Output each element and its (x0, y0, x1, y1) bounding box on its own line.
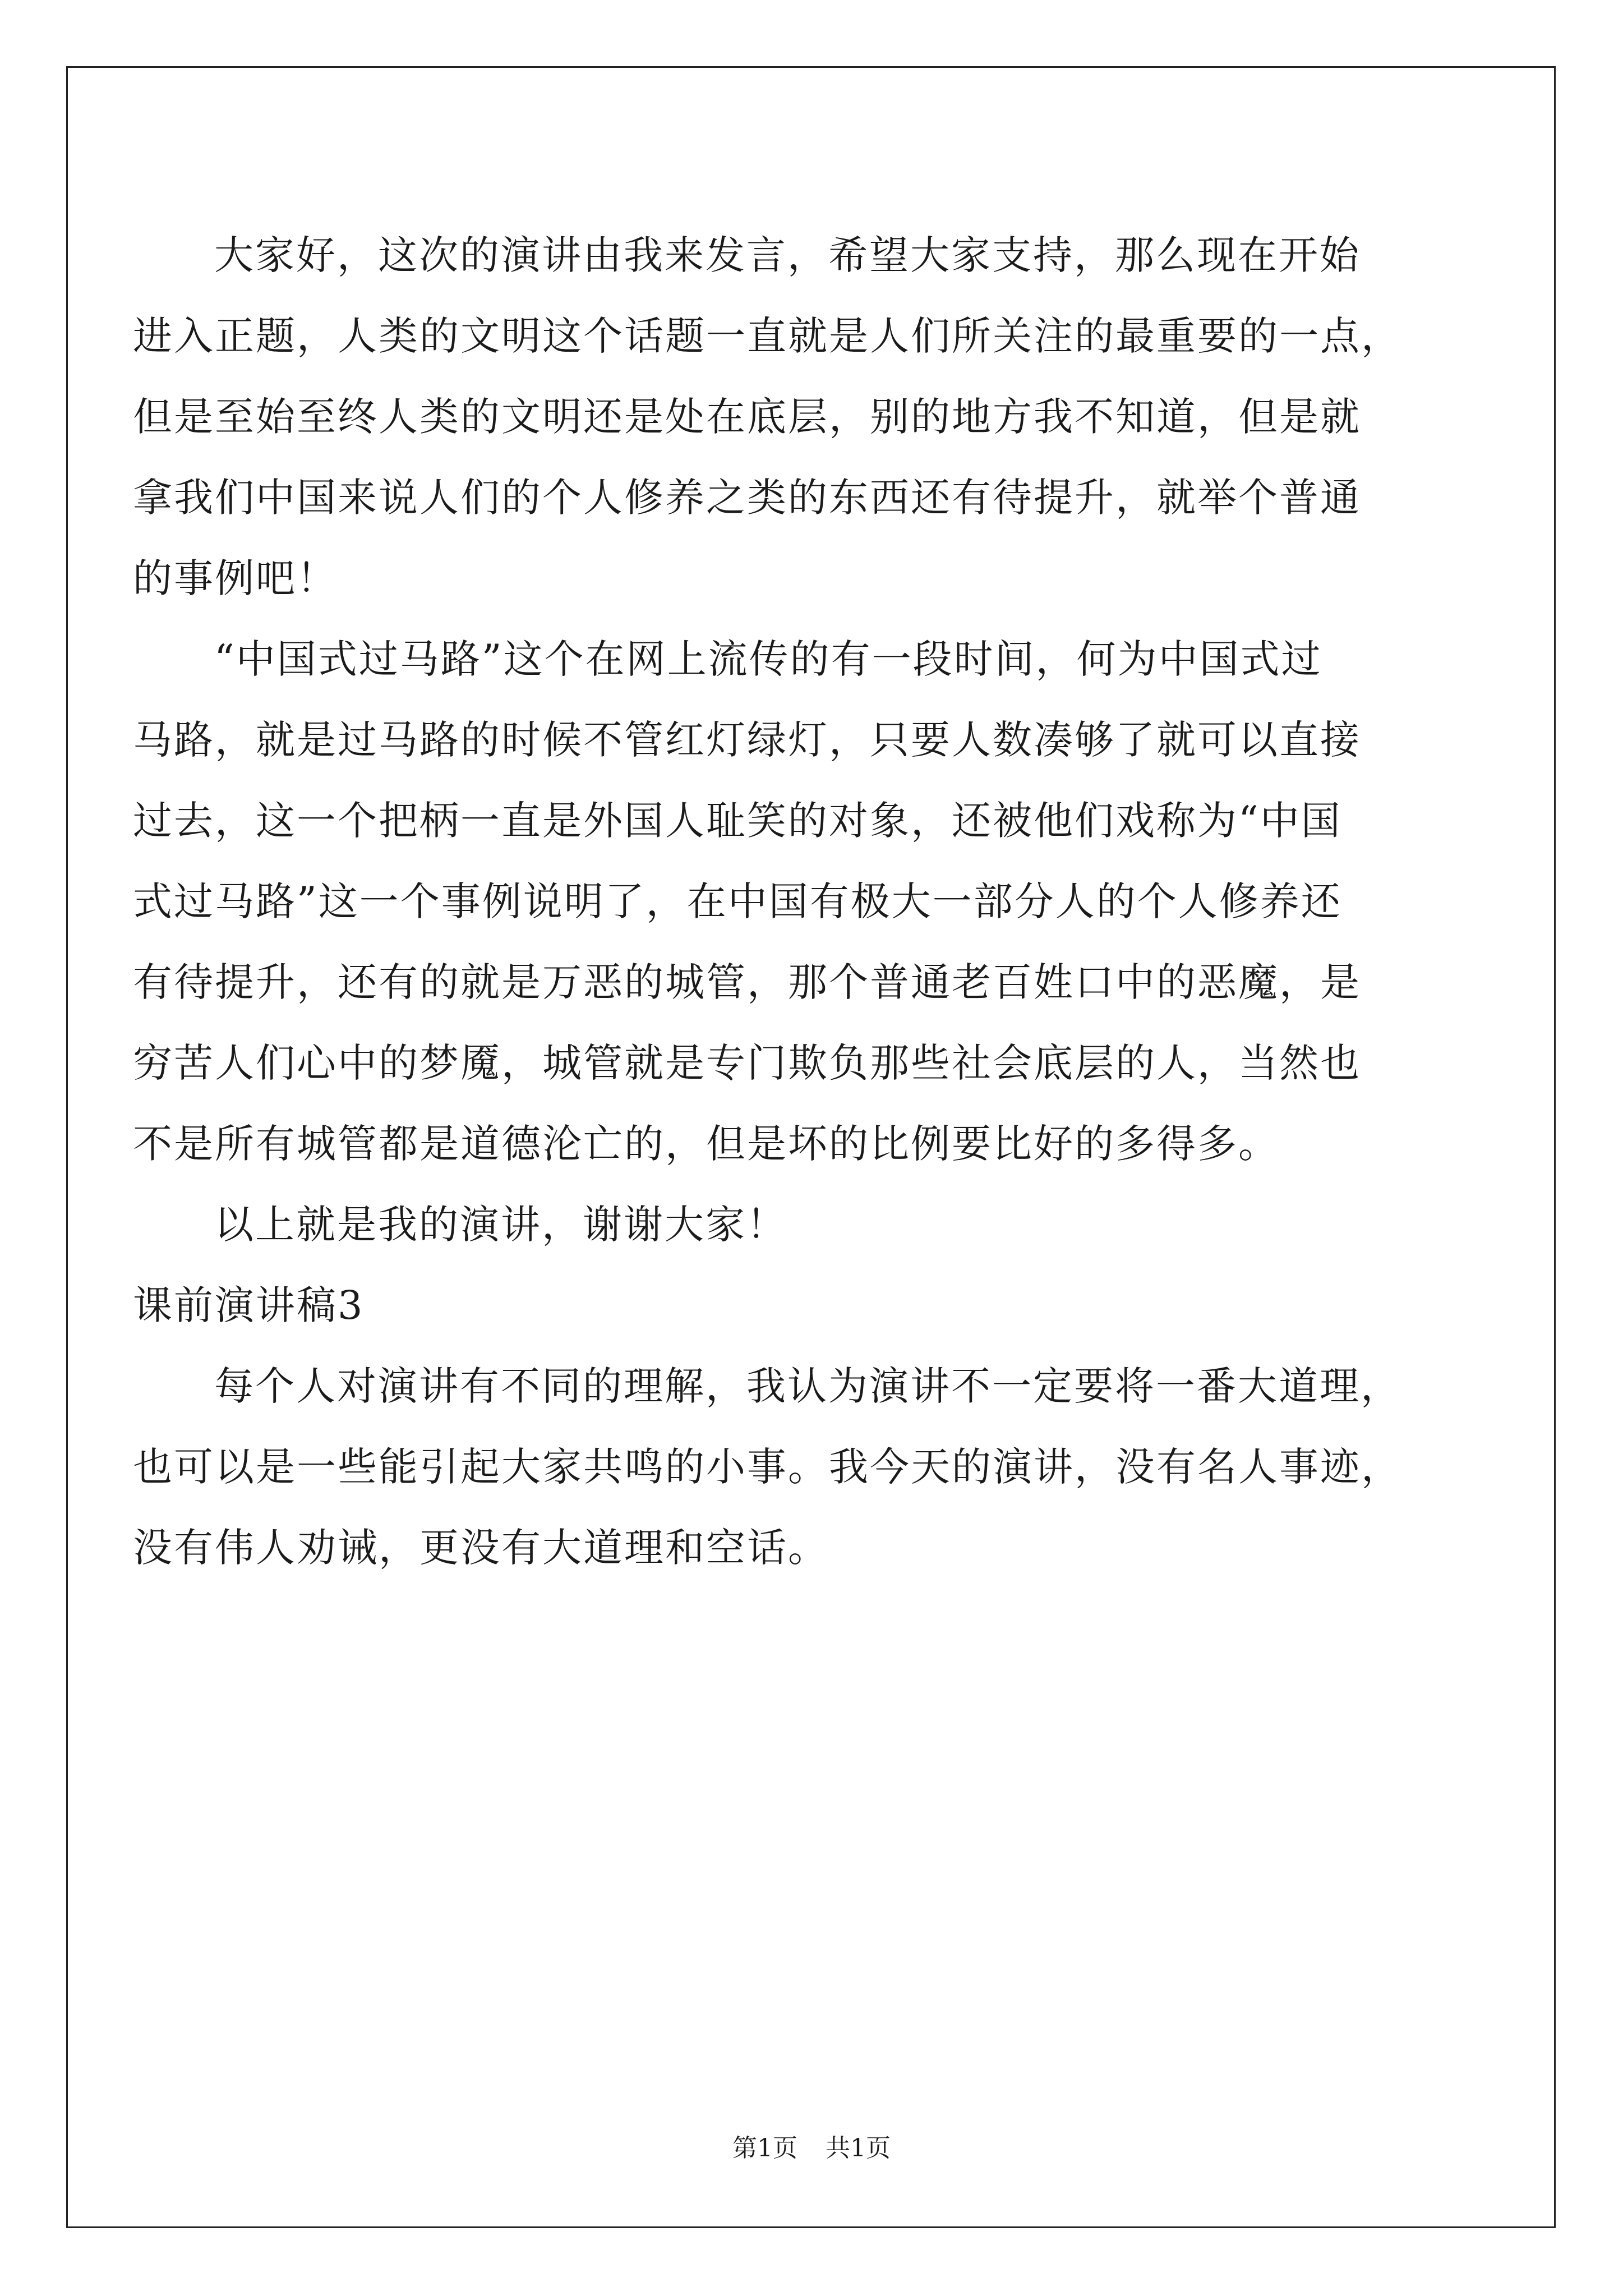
page-footer (0, 2132, 1623, 2165)
page-total: 共1页 (826, 2134, 891, 2162)
paragraph-1-line-3: 但是至始至终人类的文明还是处在底层，别的地方我不知道，但是就 (133, 394, 1361, 440)
paragraph-2-line-4: 式过马路”这一个事例说明了，在中国有极大一部分人的个人修养还 (133, 878, 1342, 924)
paragraph-1-line-1: 大家好，这次的演讲由我来发言，希望大家支持，那么现在开始 (214, 232, 1361, 278)
paragraph-2-line-1: “中国式过马路”这个在网上流传的有一段时间，何为中国式过 (214, 636, 1322, 682)
paragraph-2-line-6: 穷苦人们心中的梦魇，城管就是专门欺负那些社会底层的人，当然也 (133, 1040, 1361, 1086)
paragraph-1-line-5: 的事例吧！ (133, 555, 338, 601)
paragraph-2-line-7: 不是所有城管都是道德沦亡的，但是坏的比例要比好的多得多。 (133, 1121, 1279, 1167)
paragraph-4-line-3: 没有伟人劝诫，更没有大道理和空话。 (133, 1525, 829, 1571)
paragraph-4-line-2: 也可以是一些能引起大家共鸣的小事。我今天的演讲，没有名人事迹， (133, 1444, 1402, 1490)
page-number: 第1页 (732, 2134, 797, 2162)
paragraph-4-line-1: 每个人对演讲有不同的理解，我认为演讲不一定要将一番大道理， (214, 1363, 1401, 1409)
paragraph-3-line-1: 以上就是我的演讲，谢谢大家！ (214, 1202, 787, 1248)
paragraph-2-line-2: 马路，就是过马路的时候不管红灯绿灯，只要人数凑够了就可以直接 (133, 717, 1361, 763)
paragraph-2-line-3: 过去，这一个把柄一直是外国人耻笑的对象，还被他们戏称为“中国 (133, 798, 1342, 844)
paragraph-1-line-4: 拿我们中国来说人们的个人修养之类的东西还有待提升，就举个普通 (133, 475, 1361, 521)
section-heading: 课前演讲稿3 (133, 1282, 365, 1328)
paragraph-2-line-5: 有待提升，还有的就是万恶的城管，那个普通老百姓口中的恶魔，是 (133, 959, 1361, 1005)
paragraph-1-line-2: 进入正题，人类的文明这个话题一直就是人们所关注的最重要的一点， (133, 313, 1402, 359)
